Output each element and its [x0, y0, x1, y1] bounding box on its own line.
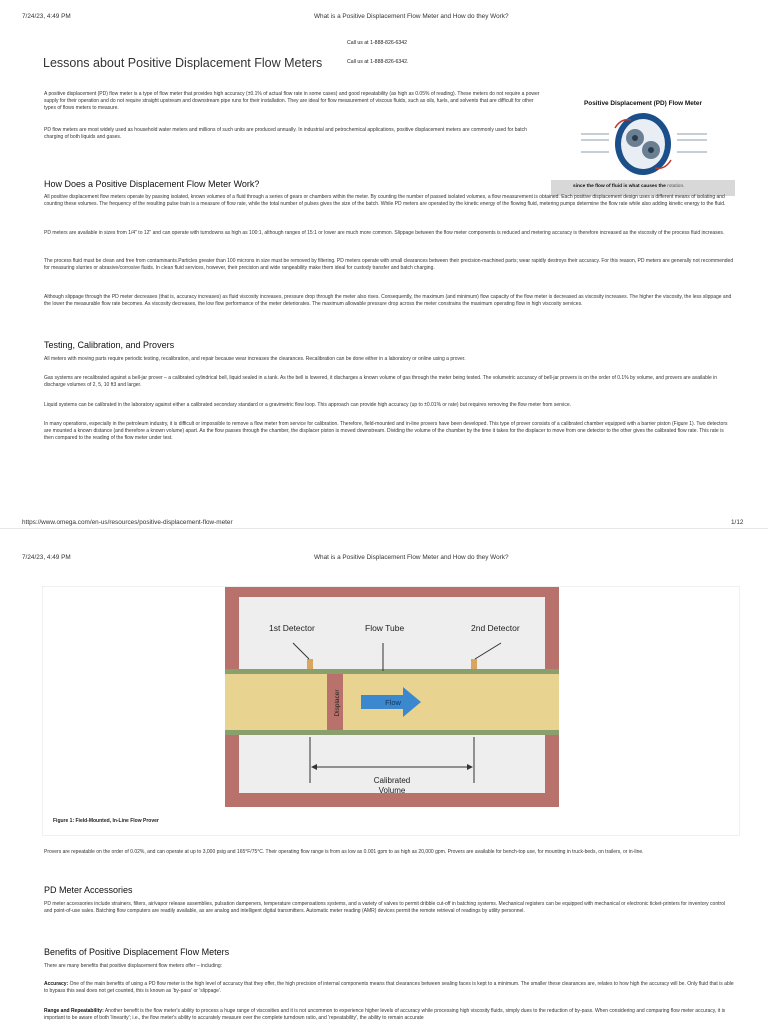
intro-paragraph-2: PD flow meters are most widely used as household water meters and millions of such units are produced annually. In industrial and petrochemical applications, positive displacement meters are commonly used for batch charging of both liquids and gases. — [44, 127, 527, 140]
label-flow: Flow — [385, 698, 401, 707]
heading-benefits: Benefits of Positive Displacement Flow Meters — [44, 947, 230, 957]
phone-link[interactable]: Call us at 1-888-826-6342 — [347, 40, 407, 46]
label-displacer: Displacer — [334, 689, 341, 717]
image-caption-highlight: rotation. — [667, 184, 685, 189]
how-paragraph-3: The process fluid must be clean and free from contaminants.Particles greater than 100 microns in size must be removed by filtering. PD meters operate with small clearances between their precision-machined parts; wear rapidly destroys their accuracy. For this reason, PD meters are generally not recommended for measuring slurries or abrasive/corrosive fluids. In clean fluid services, however, their precision and wide rangeability make them ideal for custody transfer and batch charging. — [44, 258, 734, 271]
benefits-intro: There are many benefits that positive displacement flow meters offer – including: — [44, 963, 223, 969]
how-paragraph-1: All positive displacement flow meters operate by passing isolated, known volumes of a fluid through a series of gears or chambers within the meter. By counting the number of passed isolated volumes, a flow measurement is obtained. Each positive displacement design uses a different means of isolating and counting these volumes. The frequency of the resulting pulse train is a measure of flow rate, while the total number of pulses gives the size of the batch. While PD meters are operated by the kinetic energy of the flowing fluid, metering pumps determine the flow rate while also adding kinetic energy to the fluid. — [44, 194, 726, 207]
benefit-range-label: Range and Repeatability: — [44, 1008, 104, 1014]
test-paragraph-4: In many operations, especially in the petroleum industry, it is difficult or impossible to remove a flow meter from service for calibration. Therefore, field-mounted and in-line provers have been developed. This type of prover consists of a calibrated chamber equipped with a barrier piston (Figure 1). Two detectors are mounted a known distance (and therefore a known volume) apart. As the flow passes through the chamber, the displacer piston is moved downstream. Dividing the volume of the chamber by the time it takes for the displacer to move from one detector to the other gives the calibrated flow rate. This rate is then compared to the reading of the flow meter under test. — [44, 421, 728, 441]
flow-prover-diagram — [225, 587, 559, 807]
footer-page-number: 1/12 — [731, 519, 744, 526]
print-date: 7/24/23, 4:49 PM — [22, 554, 71, 561]
intro-paragraph-1: A positive displacement (PD) flow meter is a type of flow meter that provides high accuracy (±0.1% of actual flow rate in some cases) and good repeatability (as high as 0.05% of reading). These meters do not require a power supply for their operation and do not require straight upstream and downstream pipe runs for their installation. They are ideal for flow measurement of viscous fluids, such as oils, fuels, and solvents that are difficult for other types of flows meters to measure. — [44, 91, 540, 111]
footer-url[interactable]: https://www.omega.com/en-us/resources/positive-displacement-flow-meter — [22, 519, 233, 526]
detector-1 — [307, 659, 313, 669]
benefit-range-text: Another benefit is the flow meter's ability to process a huge range of viscosities and it is not uncommon to experience higher levels of accuracy while processing high viscosity fluids, simply dues to the reduction of by-pass. When considering and comparing flow meter accuracy, it is important to be aware of both 'linearity'; i.e., the flow meter's ability to accurately measure over the complete turndown ratio, and 'repeatability', the ability to remain accurate — [44, 1008, 726, 1021]
label-flow-tube: Flow Tube — [365, 623, 405, 633]
test-paragraph-1: All meters with moving parts require periodic testing, recalibration, and repair because wear increases the clearances. Recalibration can be done either in a laboratory or online using a prover. — [44, 356, 466, 362]
benefit-accuracy — [44, 981, 734, 995]
print-title: What is a Positive Displacement Flow Meter and How do they Work? — [314, 13, 509, 20]
test-paragraph-3: Liquid systems can be calibrated in the laboratory against either a calibrated secondary standard or a gravimetric flow loop. This approach can provide high accuracy (up to ±0.01% or rate) but requires removing the flow meter from service. — [44, 402, 572, 408]
accessories-paragraph: PD meter accessories include strainers, filters, air/vapor release assemblies, pulsation dampeners, temperature compensations systems, and a variety of valves to permit dribble cut-off in batching systems. Mechanical registers can be equipped with mechanical or electronic ticket-printers for inventory control and point-of-use sales. Batching flow computers are readily available, as are analog and intelligent digital transmitters. Automatic meter reading (AMR) devices permit the remote retrieval of readings by utility personnel. — [44, 901, 726, 914]
how-paragraph-4: Although slippage through the PD meter decreases (that is, accuracy increases) as fluid viscosity increases, pressure drop through the meter also rises. Consequently, the maximum (and minimum) flow capacity of the flow meter is decreased as viscosity increases. The higher the viscosity, the less slippage and the lower the measurable flow rate becomes. As viscosity decreases, the low flow performance of the meter deteriorates. The maximum allowable pressure drop across the meter constrains the maximum operating flow in high viscosity services. — [44, 294, 732, 307]
label-volume: Volume — [378, 786, 406, 795]
page-title: Lessons about Positive Displacement Flow Meters — [43, 56, 323, 70]
heading-how-it-works: How Does a Positive Displacement Flow Meter Work? — [44, 179, 260, 189]
tube-wall-top — [225, 669, 559, 674]
benefit-accuracy-text: One of the main benefits of using a PD flow meter is the high level of accuracy that they offer, the high precision of internal components means that clearances between sealing faces is kept to a minimum. The smaller these clearances are, relates to how high the accuracy will be. Only fluid that is able to bypass this seal does not get counted, this is known as 'by-pass' or 'slippage'. — [44, 981, 734, 994]
pd-meter-illustration — [551, 110, 735, 182]
tube-wall-bottom — [225, 730, 559, 735]
image-caption — [573, 184, 684, 189]
figure-caption: Figure 1: Field-Mounted, In-Line Flow Prover — [53, 818, 159, 824]
image-title: Positive Displacement (PD) Flow Meter — [584, 100, 702, 107]
pd-flow-meter-image — [551, 96, 735, 196]
figure-container — [42, 586, 740, 836]
provers-paragraph: Provers are repeatable on the order of 0.02%, and can operate at up to 3,000 psig and 165°F/75°C. Their operating flow range is from as low as 0.001 gpm to as high as 20,000 gpm. Provers are available for bench-top use, for mounting in truck-beds, on trailers, or in-line. — [44, 849, 644, 855]
print-title: What is a Positive Displacement Flow Meter and How do they Work? — [314, 554, 509, 561]
label-calibrated: Calibrated — [373, 776, 411, 785]
phone-link-2[interactable]: Call us at 1-888-826-6342. — [347, 59, 409, 65]
label-detector-2: 2nd Detector — [471, 623, 520, 633]
how-paragraph-2: PD meters are available in sizes from 1/4" to 12" and can operate with turndowns as high as 100:1, although ranges of 15:1 or lower are much more common. Slippage between the flow meter components is reduced and metering accuracy is therefore increased as the viscosity of the process fluid increases. — [44, 230, 725, 236]
benefit-range-repeatability — [44, 1008, 734, 1024]
image-caption-text: since the flow of fluid is what causes the — [573, 184, 666, 189]
benefit-accuracy-label: Accuracy: — [44, 981, 69, 987]
detector-2 — [471, 659, 477, 669]
print-date: 7/24/23, 4:49 PM — [22, 13, 71, 20]
test-paragraph-2: Gas systems are recalibrated against a bell-jar prover – a calibrated cylindrical bell, liquid sealed in a tank. As the bell is lowered, it discharges a known volume of gas through the meter being tested. The volumetric accuracy of bell-jar provers is on the order of 0.1% by volume, and provers are available in discharge volumes of 2, 5, 10 ft3 and larger. — [44, 375, 718, 388]
heading-testing: Testing, Calibration, and Provers — [44, 340, 175, 350]
heading-accessories: PD Meter Accessories — [44, 885, 133, 895]
label-detector-1: 1st Detector — [269, 623, 315, 633]
